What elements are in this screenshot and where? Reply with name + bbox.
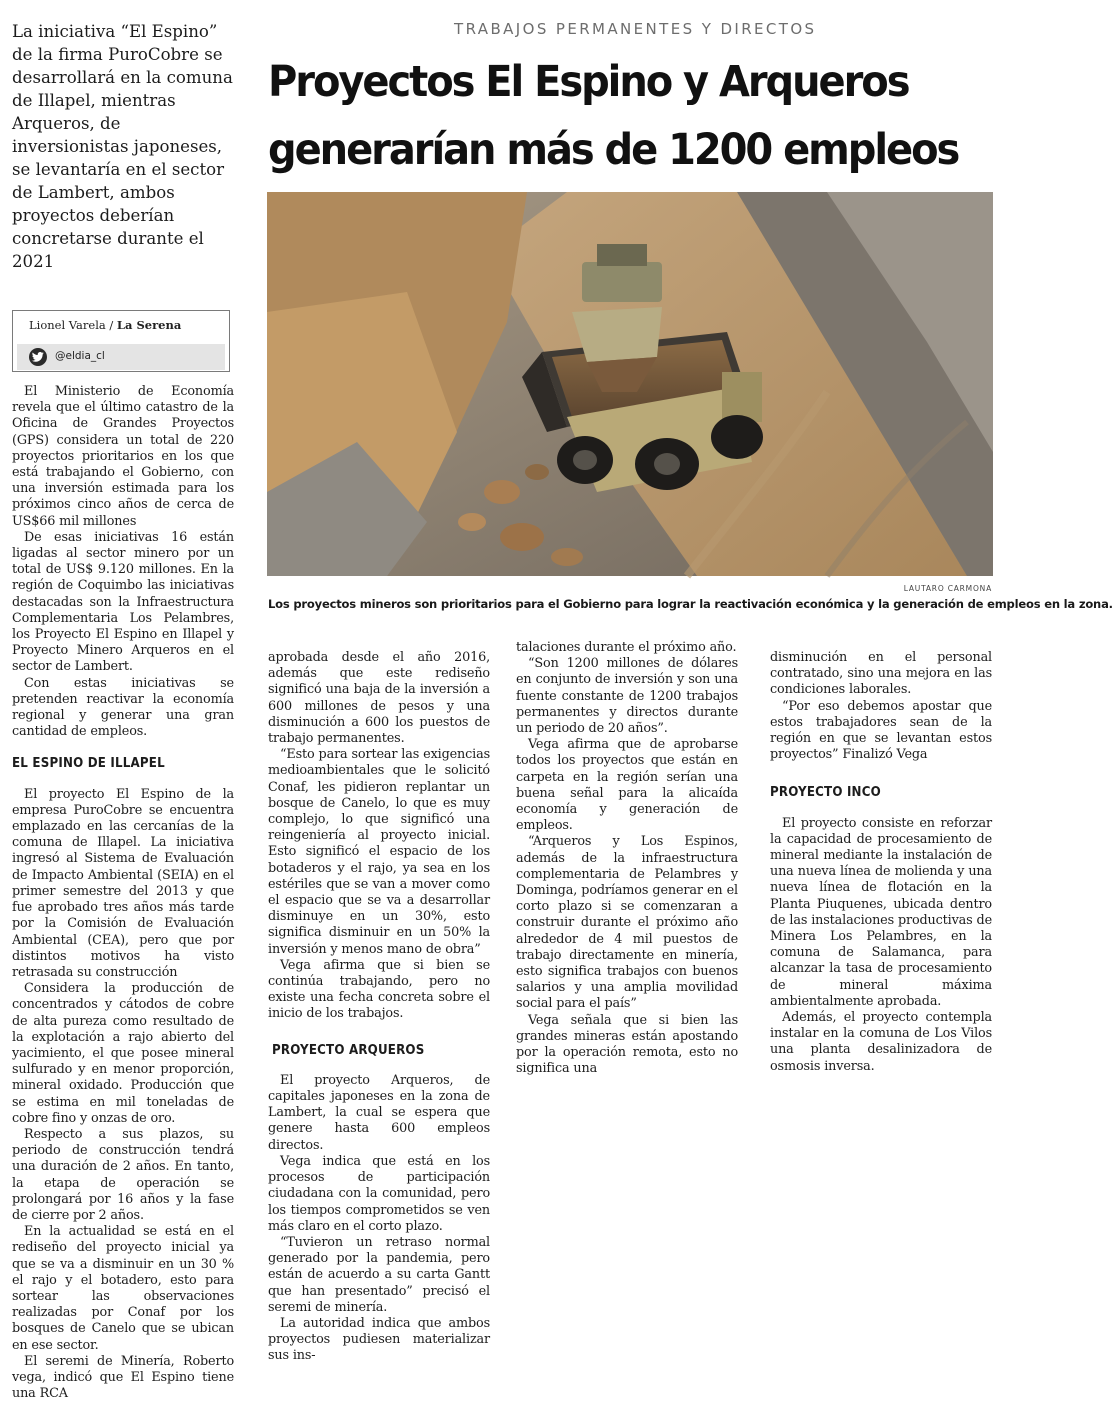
headline-line-2: generarían más de 1200 empleos xyxy=(268,125,959,175)
headline-line-1: Proyectos El Espino y Arqueros xyxy=(268,57,909,107)
paragraph: El Ministerio de Economía revela que el último catastro de la Oficina de Grandes Proyectos (GPS) considera un total de 220 proyectos prioritarios en los que está trabajando el Gobierno, con una inversión estimada para los próximos cinco años de cerca de US$66 mil millones xyxy=(12,384,234,529)
byline-separator: / xyxy=(109,318,114,332)
twitter-handle[interactable]: @eldia_cl xyxy=(55,350,105,362)
author-name: Lionel Varela xyxy=(29,318,106,332)
paragraph: El proyecto El Espino de la empresa PuroCobre se encuentra emplazado en las cercanías de la comuna de Illapel. La iniciativa ingresó al Sistema de Evaluación de Impacto Ambiental (SEIA) en el primer semestre del 2013 y que fue aprobado tres años más tarde por la Comisión de Evaluación Ambiental (CEA), pero que por distintos motivos ha visto retrasada su construcción xyxy=(12,786,234,980)
twitter-icon[interactable] xyxy=(29,348,47,366)
column-2 xyxy=(268,650,490,1365)
paragraph: Vega señala que si bien las grandes mineras están apostando por la operación remota, esto no significa una xyxy=(516,1012,738,1077)
paragraph: talaciones durante el próximo año. xyxy=(516,640,737,655)
paragraph: En la actualidad se está en el rediseño del proyecto inicial ya que se va a disminuir en un 30 % el rajo y el botadero, esto para sortear las observaciones realizadas por Conaf por los bosques de Canelo que se ubican en ese sector. xyxy=(12,1224,234,1353)
byline-box xyxy=(12,310,230,372)
paragraph: disminución en el personal contratado, sino una mejora en las condiciones laborales. xyxy=(770,650,992,698)
paragraph: Vega afirma que de aprobarse todos los proyectos que están en carpeta en la región serían una buena señal para la alicaída economía y generación de empleos. xyxy=(516,737,738,834)
lead-summary: La iniciativa “El Espino” de la firma PuroCobre se desarrollará en la comuna de Illapel, mientras Arqueros, de inversionistas japoneses, se levantaría en el sector de Lambert, ambos proyectos deberían concretarse durante el 2021 xyxy=(12,22,233,271)
paragraph: “Esto para sortear las exigencias medioambientales que le solicitó Conaf, les pidieron replantar un bosque de Canelo, lo que es muy complejo, lo que significó una reingeniería al proyecto inicial. Esto significó el espacio de los botaderos y el rajo, ya sea en los estériles que se van a mover como el espacio que se va a desarrollar disminuye en un 30%, esto significa disminuir en un 50% la inversión y menos mano de obra” xyxy=(268,747,490,957)
paragraph: Vega afirma que si bien se continúa trabajando, pero no existe una fecha concreta sobre el inicio de los trabajos. xyxy=(268,957,490,1022)
column-4 xyxy=(770,650,992,1075)
paragraph: “Arqueros y Los Espinos, además de la infraestructura complementaria de Pelambres y Dominga, podríamos generar en el corto plazo si se comenzaran a construir durante el próximo año alrededor de 4 mil puestos de trabajo directamente en minería, esto significa trabajos con buenos salarios y una amplia movilidad social para el país” xyxy=(516,834,738,1012)
paragraph: El proyecto consiste en reforzar la capacidad de procesamiento de mineral mediante la instalación de una nueva línea de molienda y una nueva línea de flotación en la Planta Piuquenes, ubicada dentro de las instalaciones productivas de Minera Los Pelambres, en la comuna de Salamanca, para alcanzar la tasa de procesamiento de mineral máxima ambientalmente aprobada. xyxy=(770,815,992,1009)
section-heading: EL ESPINO DE ILLAPEL xyxy=(12,756,165,772)
paragraph: La autoridad indica que ambos proyectos pudiesen materializar sus ins- xyxy=(268,1315,490,1364)
photo-caption: Los proyectos mineros son prioritarios para el Gobierno para lograr la reactivación económica y la generación de empleos en la zona. xyxy=(268,597,1113,611)
paragraph: Respecto a sus plazos, su periodo de construcción tendrá una duración de 2 años. En tanto, la etapa de operación se prolongará por 16 años y la fase de cierre por 2 años. xyxy=(12,1126,234,1223)
photo-credit: LAUTARO CARMONA xyxy=(903,584,992,593)
paragraph: Considera la producción de concentrados y cátodos de cobre de alta pureza como resultado de la explotación a rajo abierto del yacimiento, el que posee mineral sulfurado y en menor proporción, mineral oxidado. Producción que se estima en mil toneladas de cobre fino y onzas de oro. xyxy=(12,981,234,1126)
paragraph: “Por eso debemos apostar que estos trabajadores sean de la región en que se levantan estos proyectos” Finalizó Vega xyxy=(770,698,992,763)
paragraph: De esas iniciativas 16 están ligadas al sector minero por un total de US$ 9.120 millones. En la región de Coquimbo las iniciativas destacadas son la Infraestructura Complementaria Los Pelambres, los Proyecto El Espino en Illapel y Proyecto Minero Arqueros en el sector de Lambert. xyxy=(12,529,234,675)
section-heading: PROYECTO ARQUEROS xyxy=(272,1042,425,1058)
section-heading: PROYECTO INCO xyxy=(770,785,881,801)
paragraph: El seremi de Minería, Roberto vega, indicó que El Espino tiene una RCA xyxy=(12,1353,234,1402)
paragraph: El proyecto Arqueros, de capitales japoneses en la zona de Lambert, la cual se espera que genere hasta 600 empleos directos. xyxy=(268,1072,490,1153)
social-bar xyxy=(17,344,225,370)
headline xyxy=(268,48,959,184)
kicker: TRABAJOS PERMANENTES Y DIRECTOS xyxy=(454,20,817,38)
mining-truck-photo xyxy=(267,192,993,576)
paragraph: Vega indica que está en los procesos de participación ciudadana con la comunidad, pero los tiempos comprometidos se ven más claro en el corto plazo. xyxy=(268,1153,490,1234)
column-3 xyxy=(516,640,738,1077)
paragraph: Con estas iniciativas se pretenden reactivar la economía regional y generar una gran cantidad de empleos. xyxy=(12,675,234,740)
paragraph: aprobada desde el año 2016, además que este rediseño significó una baja de la inversión a 600 millones de pesos y una disminución a 600 los puestos de trabajo permanentes. xyxy=(268,650,490,747)
paragraph: “Son 1200 millones de dólares en conjunto de inversión y son una fuente constante de 1200 trabajos permanentes y directos durante un periodo de 20 años”. xyxy=(516,656,738,737)
byline xyxy=(29,318,181,332)
column-1 xyxy=(12,384,234,1402)
paragraph: Además, el proyecto contempla instalar en la comuna de Los Vilos una planta desalinizadora de osmosis inversa. xyxy=(770,1010,992,1074)
byline-location: La Serena xyxy=(116,318,182,332)
paragraph: “Tuvieron un retraso normal generado por la pandemia, pero están de acuerdo a su carta Gantt que han presentado” precisó el seremi de minería. xyxy=(268,1234,490,1315)
